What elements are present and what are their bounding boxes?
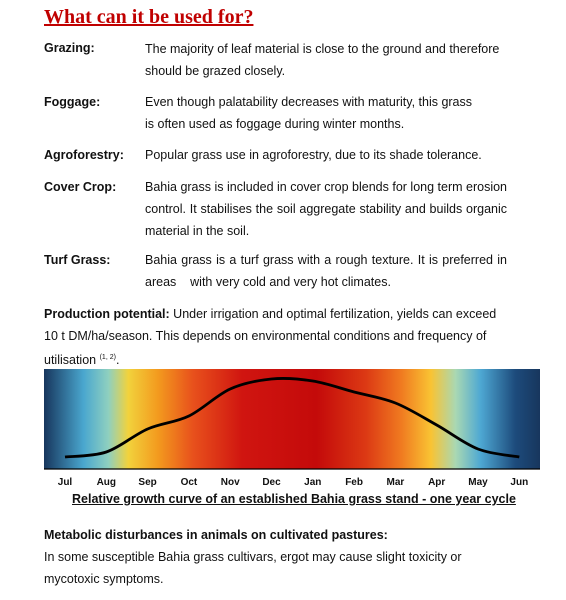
metabolic-text: mycotoxic symptoms. [44, 572, 164, 586]
seasonal-gradient-band [44, 369, 540, 469]
metabolic-paragraph [44, 524, 514, 590]
x-tick-label: Jan [304, 477, 322, 488]
production-text: Under irrigation and optimal fertilization, yields can exceed [169, 307, 497, 321]
text-line: Popular grass use in agroforestry, due to its shade tolerance. [145, 148, 482, 162]
text-line: Bahia grass is included in cover crop blends for long term erosion [145, 180, 507, 194]
text-line: Even though palatability decreases with maturity, this grass [145, 95, 473, 109]
x-tick-label: Mar [386, 477, 405, 488]
section-title: What can it be used for? [44, 6, 254, 28]
use-label-cover-crop: Cover Crop: [44, 180, 117, 194]
text-line: is often used as foggage during winter months. [145, 117, 405, 131]
production-text: utilisation [44, 353, 100, 368]
metabolic-heading: Metabolic disturbances in animals on cultivated pastures: [44, 528, 388, 542]
text-line: material in the soil. [145, 224, 250, 238]
x-tick-label: May [468, 477, 488, 488]
text-line: Bahia grass is a turf grass with a rough texture. It is preferred in [145, 253, 507, 267]
text-line: control. It stabilises the soil aggregate stability and builds organic [145, 202, 507, 216]
x-tick-label: Oct [180, 477, 198, 488]
reference-superscript: (1, 2) [99, 354, 116, 361]
x-tick-label: Dec [262, 477, 281, 488]
use-label-grazing: Grazing: [44, 41, 95, 55]
x-tick-label: Aug [96, 477, 117, 488]
text-line: should be grazed closely. [145, 64, 286, 78]
x-tick-label: Jul [57, 477, 73, 488]
text-line: areas with very cold and very hot climates. [145, 275, 391, 289]
x-tick-label: Apr [428, 477, 446, 488]
use-label-foggage: Foggage: [44, 95, 101, 109]
production-text: 10 t DM/ha/season. This depends on environmental conditions and frequency of [44, 329, 487, 343]
x-tick-label: Nov [220, 477, 240, 488]
chart-caption: Relative growth curve of an established Bahia grass stand - one year cycle [72, 492, 516, 506]
text-line: The majority of leaf material is close to the ground and therefore [145, 42, 500, 56]
x-tick-label: Feb [345, 477, 363, 488]
production-label: Production potential: [44, 307, 170, 321]
production-text: . [115, 353, 120, 368]
x-axis-ticks [58, 477, 528, 488]
use-label-turf-grass: Turf Grass: [44, 253, 111, 267]
x-tick-label: Sep [138, 477, 157, 488]
metabolic-text: In some susceptible Bahia grass cultivars, ergot may cause slight toxicity or [44, 550, 462, 564]
x-tick-label: Jun [510, 477, 529, 488]
use-label-agroforestry: Agroforestry: [44, 148, 124, 162]
